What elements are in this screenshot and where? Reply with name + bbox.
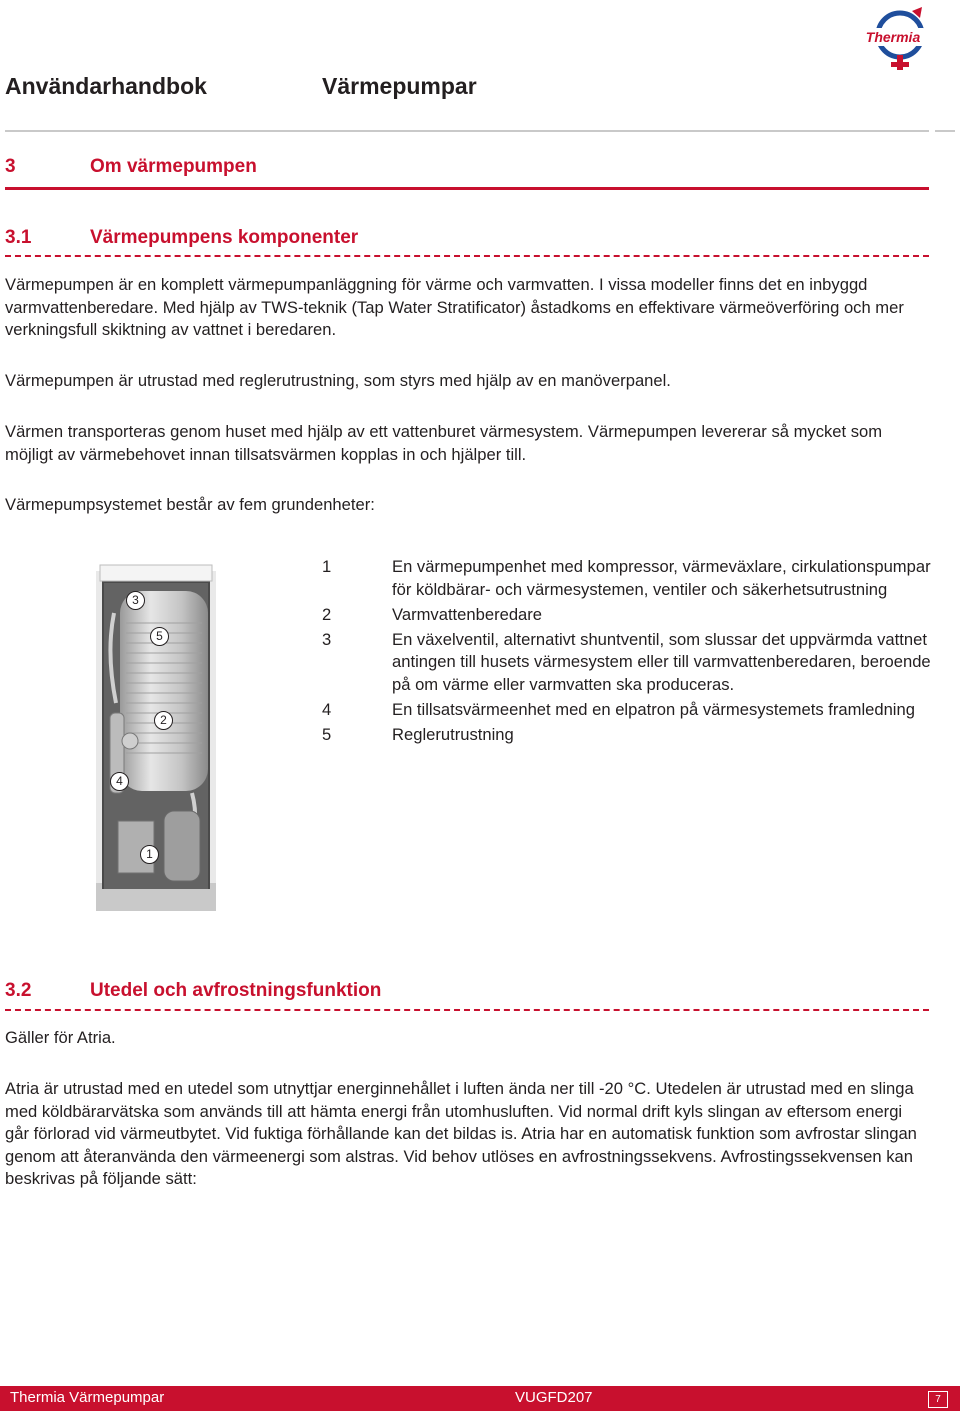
- paragraph-intro: Värmepumpen är en komplett värmepumpanläggning för värme och varmvatten. I vissa modeller finns det en inbyggd varmvattenberedare. Med hjälp av TWS-teknik (Tap Water Stratificator) åstadkoms en effektivare värmeöverföring och mer verkningsfull skiktning av vattnet i beredaren.: [5, 275, 904, 340]
- section-3-1-rule: [5, 255, 929, 257]
- thermia-logo-icon: [858, 5, 930, 73]
- section-3-2-number: 3.2: [5, 980, 32, 1001]
- footer-brand: Thermia Värmepumpar: [10, 1389, 165, 1406]
- logo-text: Thermia: [865, 29, 921, 45]
- list-item: [322, 699, 932, 722]
- section-3-2-rule: [5, 1009, 929, 1011]
- list-item-text: Varmvattenberedare: [392, 604, 543, 624]
- list-item-number: 3: [322, 629, 332, 649]
- list-item: [322, 724, 932, 747]
- figure-label-1: 1: [140, 845, 159, 864]
- list-item-number: 1: [322, 557, 332, 576]
- footer-doc-code: VUGFD207: [515, 1389, 593, 1406]
- page-footer: [0, 1386, 960, 1411]
- page-number: 7: [928, 1391, 948, 1408]
- section-3-rule: [5, 187, 929, 190]
- section-3-number: 3: [5, 156, 16, 177]
- list-item-text: En tillsatsvärmeenhet med en elpatron på värmesystemets framledning: [392, 700, 915, 720]
- figure-label-3: 3: [126, 591, 145, 610]
- paragraph-applies-to: Gäller för Atria.: [5, 1028, 116, 1047]
- list-item-number: 4: [322, 700, 332, 720]
- paragraph-units-intro: Värmepumpsystemet består av fem grundenheter:: [5, 495, 375, 514]
- section-3-title: Om värmepumpen: [90, 156, 257, 177]
- paragraph-outdoor-unit: Atria är utrustad med en utedel som utnyttjar energinnehållet i luften ända ner till -20 °C. Utedelen är utrustad med en slinga med köldbärarvätska som används till att hämta energi från utomhusluften. Vid normal drift kyls slingan av eftersom energi går förlorad vid värmeutbytet. Vid fuktiga förhållande kan det bildas is. Atria har en automatisk funktion som avfrostar slingan genom att återanvända den värmeenergi som alstras. Vid behov utlöses en avfrostningssekvens. Avfrostingssekvensen kan beskrivas på följande sätt:: [5, 1079, 917, 1189]
- list-item: [322, 556, 932, 601]
- component-list: [322, 556, 932, 749]
- section-3-1-title: Värmepumpens komponenter: [90, 227, 359, 248]
- list-item: [322, 604, 932, 627]
- heat-pump-cutaway-figure: [96, 553, 220, 915]
- figure-label-5: 5: [150, 627, 169, 646]
- paragraph-control: Värmepumpen är utrustad med reglerutrustning, som styrs med hjälp av en manöverpanel.: [5, 371, 671, 390]
- header-divider-end: [935, 130, 955, 132]
- list-item-text: Reglerutrustning: [392, 725, 514, 745]
- product-title: Värmepumpar: [322, 73, 477, 99]
- section-3-1-number: 3.1: [5, 227, 32, 248]
- list-item-text: En värmepumpenhet med kompressor, värmeväxlare, cirkulationspumpar för köldbärar- och värmesystemen, ventiler och säkerhetsutrustning: [392, 557, 931, 599]
- section-3-2-title: Utedel och avfrostningsfunktion: [90, 980, 382, 1001]
- paragraph-heat-transport: Värmen transporteras genom huset med hjälp av ett vattenburet värmesystem. Värmepumpen levererar så mycket som möjligt av värmebehovet innan tillsatsvärmen kopplas in och hjälper till.: [5, 422, 883, 464]
- list-item-number: 5: [322, 725, 332, 745]
- figure-label-4: 4: [110, 772, 129, 791]
- list-item: [322, 629, 932, 697]
- list-item-text: En växelventil, alternativt shuntventil, som slussar det uppvärmda vattnet antingen till husets värmesystem eller till varmvattenberedaren, beroende på om värme eller varmvatten ska produceras.: [392, 629, 931, 694]
- header-divider: [5, 130, 929, 132]
- list-item-number: 2: [322, 604, 332, 624]
- document-title: Användarhandbok: [5, 73, 207, 99]
- figure-label-2: 2: [154, 711, 173, 730]
